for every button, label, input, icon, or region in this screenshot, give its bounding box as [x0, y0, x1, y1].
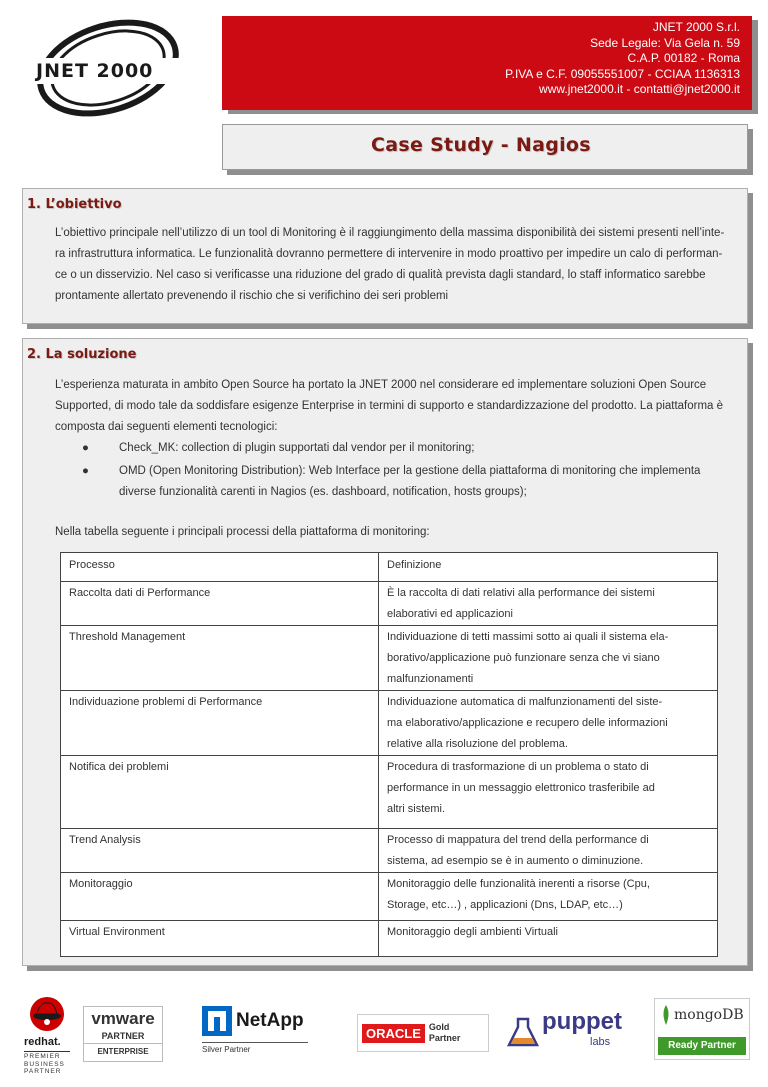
process-cell: Individuazione problemi di Performance: [61, 691, 379, 756]
mongodb-leaf-icon: [661, 1005, 671, 1025]
text-line: malfunzionamenti: [387, 673, 474, 685]
oracle-partner-label: Partner: [428, 1033, 461, 1043]
vmware-partner-label: PARTNER: [84, 1029, 162, 1044]
table-intro: Nella tabella seguente i principali processi della piattaforma di monitoring:: [55, 526, 430, 538]
section-solution: [22, 338, 748, 966]
process-cell: Notifica dei problemi: [61, 756, 379, 829]
mongodb-ready-partner-badge: Ready Partner: [658, 1037, 746, 1055]
definition-cell: [379, 582, 718, 626]
section-objective: [22, 188, 748, 324]
company-vat: P.IVA e C.F. 09055551007 - CCIAA 1136313: [505, 66, 740, 81]
process-cell: Raccolta dati di Performance: [61, 582, 379, 626]
text-line: Monitoraggio degli ambienti Virtuali: [387, 926, 559, 938]
list-item: [78, 438, 738, 459]
redhat-brand: redhat.: [24, 1036, 61, 1048]
page-title: Case Study - Nagios: [371, 134, 591, 156]
text-line: Monitoraggio delle funzionalità inerenti a risorse (Cpu,: [387, 878, 650, 890]
text-line: prontamente allertato prevenendo il rischio che si verifichino dei seri problemi: [55, 290, 449, 302]
oracle-partner-logo: [357, 1014, 489, 1052]
netapp-partner-logo: [202, 1006, 308, 1062]
solution-paragraph: [55, 375, 741, 438]
bullet-dot: ●: [82, 465, 89, 477]
definition-cell: [379, 691, 718, 756]
table-header-row: [61, 553, 718, 582]
text-line: performance in un messaggio elettronico trasferibile ad: [387, 782, 655, 794]
logo-text: JNET 2000: [36, 60, 154, 82]
process-cell: Virtual Environment: [61, 921, 379, 957]
redhat-hat-icon: [24, 994, 70, 1032]
section-solution-heading: 2. La soluzione: [27, 347, 137, 362]
redhat-caption-line: PARTNER: [24, 1068, 62, 1075]
netapp-brand: NetApp: [236, 1010, 304, 1031]
puppet-flask-icon: [506, 1016, 540, 1050]
text-line: L’obiettivo principale nell’utilizzo di un tool di Monitoring è il raggiungimento della massima disponibilità dei sistemi presenti nell’inte-: [55, 227, 725, 239]
puppet-brand: puppet: [542, 1008, 622, 1035]
definition-cell: [379, 756, 718, 829]
text-line: Supported, di modo tale da soddisfare esigenze Enterprise in termini di supporto e standardizzazione del prodotto. La piattaforma è: [55, 400, 724, 412]
company-contacts[interactable]: www.jnet2000.it - contatti@jnet2000.it: [539, 82, 740, 96]
section-objective-heading: 1. L’obiettivo: [27, 197, 122, 212]
puppet-labs-label: labs: [590, 1036, 611, 1048]
text-line: borativo/applicazione può funzionare senza che vi siano: [387, 652, 660, 664]
company-address: Sede Legale: Via Gela n. 59: [590, 35, 740, 50]
text-line: altri sistemi.: [387, 803, 446, 815]
puppet-labs-logo: [506, 1008, 630, 1058]
text-line: diverse funzionalità carenti in Nagios (es. dashboard, notification, hosts groups);: [119, 486, 527, 498]
table-row: [61, 691, 718, 756]
netapp-caption: Silver Partner: [202, 1042, 308, 1054]
list-item: [78, 461, 738, 503]
process-cell: Monitoraggio: [61, 873, 379, 921]
company-name: JNET 2000 S.r.l.: [652, 20, 740, 34]
text-line: ra infrastruttura informatica. Le funzionalità dovranno permettere di intervenire in modo proattivo per impedire un calo di performan-: [55, 248, 723, 260]
text-line: Check_MK: collection di plugin supportati dal vendor per il monitoring;: [119, 442, 475, 454]
text-line: elaborativi ed applicazioni: [387, 608, 513, 620]
vmware-enterprise-label: ENTERPRISE: [97, 1047, 149, 1056]
column-header-process: Processo: [61, 553, 379, 582]
text-line: sistema, ad esempio se è in aumento o diminuzione.: [387, 855, 644, 867]
title-box: [222, 124, 748, 170]
process-table: [60, 552, 718, 957]
table-row: [61, 582, 718, 626]
redhat-caption-line: BUSINESS: [24, 1060, 65, 1068]
oracle-gold-label: Gold: [428, 1022, 450, 1032]
objective-paragraph: [55, 223, 741, 307]
text-line: L’esperienza maturata in ambito Open Source ha portato la JNET 2000 nel considerare ed implementare soluzioni Open Source: [55, 379, 707, 391]
table-row: [61, 756, 718, 829]
mongodb-partner-logo: [654, 998, 750, 1060]
process-cell: Trend Analysis: [61, 829, 379, 873]
redhat-caption-line: PREMIER: [24, 1053, 61, 1060]
company-info-box: [222, 16, 752, 110]
oracle-brand: ORACLE: [362, 1024, 425, 1043]
definition-cell: [379, 873, 718, 921]
text-line: È la raccolta di dati relativi alla performance dei sistemi: [387, 587, 655, 599]
company-cap: C.A.P. 00182 - Roma: [627, 51, 740, 65]
text-line: Procedura di trasformazione di un problema o stato di: [387, 761, 649, 773]
definition-cell: [379, 626, 718, 691]
vmware-partner-logo: [83, 1006, 163, 1062]
netapp-n-icon: [202, 1006, 232, 1036]
jnet-logo: [20, 8, 195, 118]
definition-cell: [379, 921, 718, 957]
text-line: OMD (Open Monitoring Distribution): Web Interface per la gestione della piattaforma di monitoring che implementa: [119, 465, 701, 477]
text-line: Individuazione automatica di malfunzionamenti del siste-: [387, 696, 663, 708]
column-header-definition: Definizione: [379, 553, 718, 582]
table-row: [61, 829, 718, 873]
vmware-brand: vmware: [91, 1009, 155, 1028]
table-row: [61, 626, 718, 691]
text-line: Storage, etc…) , applicazioni (Dns, LDAP, etc…): [387, 899, 623, 911]
text-line: relative alla risoluzione del problema.: [387, 738, 568, 750]
redhat-partner-logo: [24, 994, 70, 1084]
text-line: Processo di mappatura del trend della performance di: [387, 834, 649, 846]
partner-logos: [0, 990, 768, 1087]
table-row: [61, 873, 718, 921]
process-cell: Threshold Management: [61, 626, 379, 691]
definition-cell: [379, 829, 718, 873]
text-line: ce o un disservizio. Nel caso si verificasse una riduzione del grado di qualità prevista dagli standard, lo staff informatico sarebbe: [55, 269, 706, 281]
text-line: Individuazione di tetti massimi sotto ai quali il sistema ela-: [387, 631, 669, 643]
bullet-list: [78, 438, 738, 505]
bullet-dot: ●: [82, 442, 89, 454]
text-line: composta dai seguenti elementi tecnologici:: [55, 421, 278, 433]
mongodb-brand: mongoDB: [674, 1007, 744, 1023]
text-line: ma elaborativo/applicazione e recupero delle informazioni: [387, 717, 668, 729]
table-row: [61, 921, 718, 957]
